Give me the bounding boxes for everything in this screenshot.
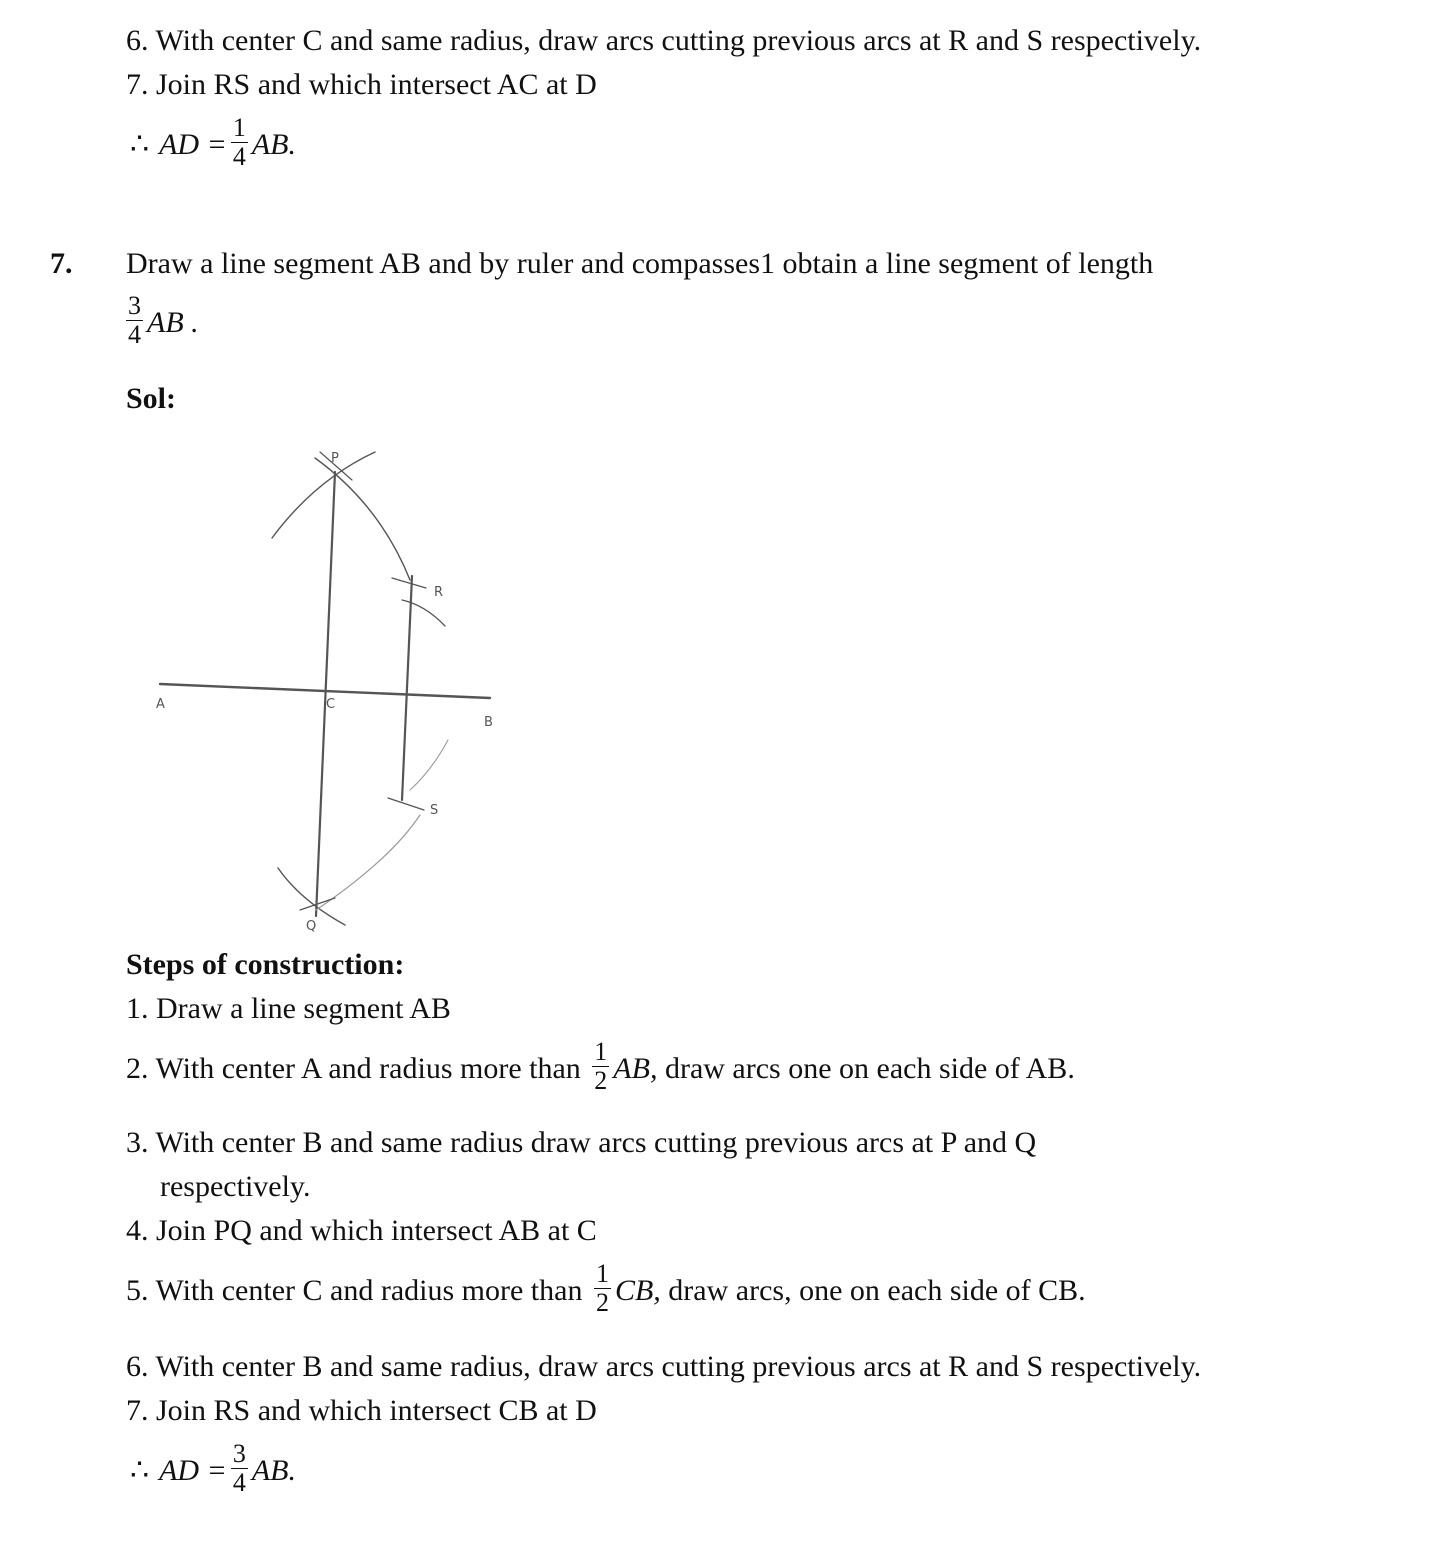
step-3-cont: respectively. bbox=[160, 1170, 311, 1203]
label-b: B bbox=[484, 715, 493, 730]
step-5 bbox=[126, 1259, 1086, 1319]
step-4: 4. Join PQ and which intersect AB at C bbox=[126, 1214, 597, 1247]
result-rhs: AB. bbox=[251, 127, 296, 161]
prev-result bbox=[130, 113, 296, 173]
fraction-numerator: 1 bbox=[232, 113, 246, 142]
label-c: C bbox=[326, 697, 336, 712]
construction-figure bbox=[120, 430, 540, 950]
question-number: 7. bbox=[50, 247, 73, 280]
arc-q-right bbox=[316, 815, 420, 910]
step-6: 6. With center B and same radius, draw arcs cutting previous arcs at R and S respectively. bbox=[126, 1350, 1202, 1383]
final-result bbox=[130, 1439, 296, 1499]
arc-s-2 bbox=[410, 740, 448, 790]
arc-r-1 bbox=[392, 578, 426, 588]
steps-heading: Steps of construction: bbox=[126, 948, 405, 981]
step-7: 7. Join RS and which intersect CB at D bbox=[126, 1394, 597, 1427]
fraction-numerator: 3 bbox=[128, 291, 141, 320]
step-2-ab: AB, bbox=[613, 1051, 658, 1085]
arc-p-right bbox=[315, 458, 410, 580]
prev-step-7: 7. Join RS and which intersect AC at D bbox=[126, 68, 597, 101]
therefore-symbol: ∴ bbox=[130, 1453, 150, 1487]
step-2-post: draw arcs one on each side of AB. bbox=[657, 1051, 1075, 1085]
step-5-pre: 5. With center C and radius more than bbox=[126, 1273, 590, 1307]
fraction bbox=[594, 1260, 611, 1317]
arc-r-2 bbox=[402, 600, 445, 626]
fraction-numerator: 1 bbox=[595, 1259, 609, 1288]
prev-step-6: 6. With center C and same radius, draw arcs cutting previous arcs at R and S respectively. bbox=[126, 24, 1202, 57]
fraction-denominator: 2 bbox=[595, 1288, 609, 1317]
step-5-post: draw arcs, one on each side of CB. bbox=[660, 1273, 1086, 1307]
arc-s-1 bbox=[388, 798, 424, 810]
label-q: Q bbox=[306, 919, 317, 934]
question-length bbox=[126, 291, 199, 351]
line-rs bbox=[402, 576, 412, 800]
label-s: S bbox=[430, 803, 439, 818]
label-a: A bbox=[156, 697, 165, 712]
result-rhs: AB. bbox=[251, 1453, 296, 1487]
therefore-symbol: ∴ bbox=[130, 127, 150, 161]
fraction bbox=[231, 114, 248, 171]
label-r: R bbox=[434, 585, 444, 600]
fraction-denominator: 4 bbox=[232, 142, 246, 171]
sol-label: Sol: bbox=[126, 382, 177, 415]
result-lhs: AD = bbox=[159, 127, 227, 161]
fraction-numerator: 3 bbox=[232, 1439, 246, 1468]
question-text: Draw a line segment AB and by ruler and compasses1 obtain a line segment of length bbox=[126, 247, 1154, 280]
fraction bbox=[126, 292, 143, 349]
label-p: P bbox=[331, 451, 339, 466]
step-3: 3. With center B and same radius draw arcs cutting previous arcs at P and Q bbox=[126, 1126, 1037, 1159]
step-2 bbox=[126, 1037, 1075, 1097]
fraction-denominator: 4 bbox=[232, 1468, 246, 1497]
step-5-cb: CB, bbox=[614, 1273, 661, 1307]
step-2-pre: 2. With center A and radius more than bbox=[126, 1051, 589, 1085]
result-lhs: AD = bbox=[159, 1453, 227, 1487]
line-pq bbox=[316, 472, 335, 916]
question-tail: AB . bbox=[147, 305, 199, 339]
fraction-denominator: 2 bbox=[594, 1066, 608, 1095]
fraction-denominator: 4 bbox=[128, 320, 141, 349]
fraction bbox=[592, 1038, 609, 1095]
fraction bbox=[231, 1440, 248, 1497]
step-1: 1. Draw a line segment AB bbox=[126, 992, 451, 1025]
fraction-numerator: 1 bbox=[594, 1037, 608, 1066]
